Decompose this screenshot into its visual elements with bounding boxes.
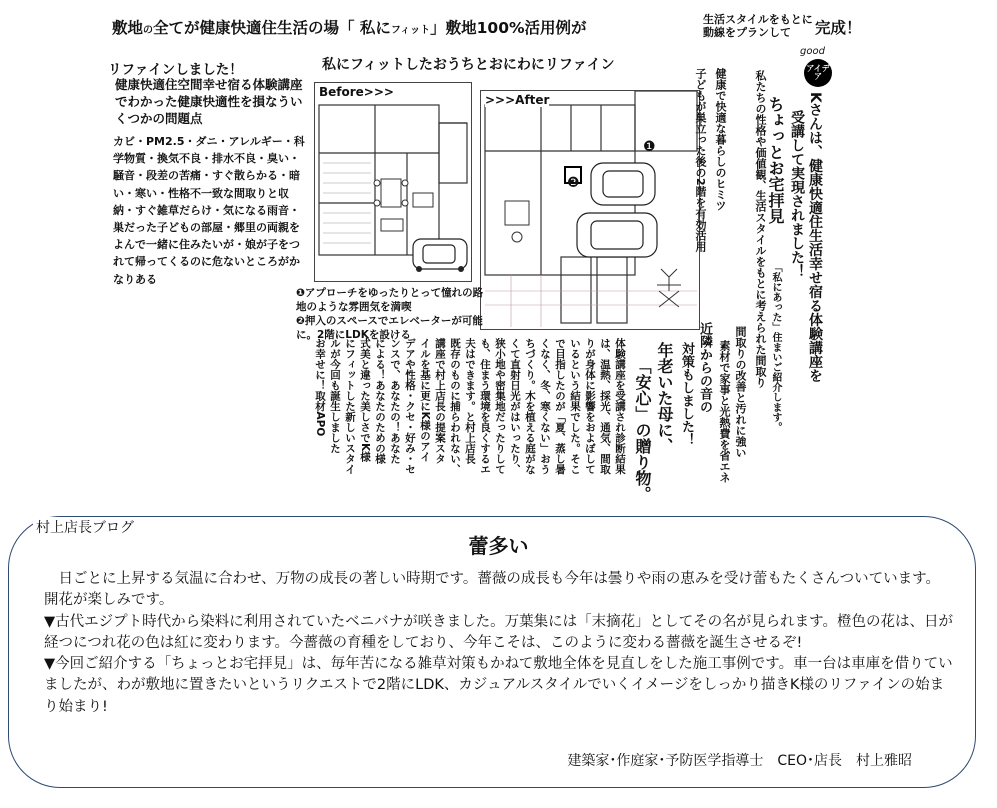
vertical-material: 素材で家事と光熱費を省エネ <box>718 340 731 483</box>
blog-paragraph-1: 日ごとに上昇する気温に合わせ、万物の成長の著しい時期です。薔薇の成長も今年は曇りや雨の恵みを受け蕾もたくさんついています。開花が楽しみです。 <box>44 571 940 609</box>
headline <box>112 16 587 38</box>
body-col-20: ルが今回も誕生しました <box>329 338 341 454</box>
body-col-9: 狭小地や密集地だったりして <box>494 338 506 475</box>
body-col-15: デアや性格・クセ・好み・セ <box>404 338 416 475</box>
vertical-noise: 近隣からの音の <box>697 322 712 413</box>
body-col-6: くなく、冬、寒くない」おう <box>539 338 551 475</box>
headline-small-line-2: 動線をプランして <box>703 26 791 39</box>
refine-body: カビ・PM2.5・ダニ・アレルギー・科学物質・換気不良・排水不良・臭い・騒音・段差の苦痛・すぐ散らかる・暗い・寒い・性格不一致な間取りと収納・すぐ雑草だらけ・気になる雨音・巣だった子どもの部屋・郷里の両親をよんで一緒に住みたいが・娘が子をつれて帰ってくるのに危ないところがかなりある <box>113 135 305 286</box>
body-col-10: も、住まう環境を良くするエ <box>479 338 491 475</box>
headline-part-1: 敷地 <box>112 19 144 37</box>
body-col-5: で目指したのが「夏、蒸し暑 <box>554 338 566 475</box>
vertical-gift: 「安心」の贈り物。 <box>633 358 652 502</box>
vertical-chotto-sub: 「私にあった」住まいご紹介します。 <box>770 262 781 432</box>
body-col-7: ちづくり。木を植える庭がな <box>524 338 536 475</box>
blog-paragraph-3: ▼今回ご紹介する「ちょっとお宅拝見」は、毎年苦になる雑草対策もかねて敷地全体を見直しをした施工事例です。車一台は車庫を借りていましたが、わが敷地に置きたいというリクエストで2階にLDK、カジュアルスタイルでいくイメージをしっかり描きK様のリファインの始まり始まり! <box>44 656 953 715</box>
blog-signature: 建築家･作庭家･予防医学指導士 CEO･店長 村上雅昭 <box>567 753 912 769</box>
after-label: >>>After <box>485 93 550 107</box>
vertical-kids: 子どもが巣立った後の2階を有効活用 <box>694 68 707 252</box>
body-col-21: お幸せに！取材APO <box>314 338 326 437</box>
vertical-style: 生活スタイルをもとに考えられた間取り <box>754 190 767 388</box>
before-floor-plan <box>314 82 472 282</box>
plan-note-2: ❷押入のスペースでエレベーターが可能に。2階にLDKを設ける <box>296 315 483 341</box>
blog-paragraph-2: ▼古代エジプト時代から染料に利用されていたベニバナが咲きました。万葉集には「末摘花」としてその名が見られます。橙色の花は、日が経つにつれ花の色は紅に変わります。今薔薇の育種をしており、今年こそは、このように変わる薔薇を誕生させるぞ! <box>44 613 953 651</box>
good-label: good <box>800 46 825 57</box>
body-col-1: 体験講座を受講され診断結果 <box>614 338 626 475</box>
body-col-16: ンスで、あなたの！あなた <box>389 338 401 464</box>
refine-title: リファインしました！ <box>108 62 243 78</box>
plan-note-1: ❶アプローチをゆったりとって憧れの路地のような雰囲気を満喫 <box>296 287 484 313</box>
before-label: Before>>> <box>319 85 394 99</box>
blog-title: 蕾多い <box>468 534 529 558</box>
body-col-3: りが身体に影響をおよぼして <box>584 338 596 475</box>
body-col-2: は、温熱、採光、通気、間取 <box>599 338 611 475</box>
headline-part-4: フィット <box>390 25 431 36</box>
headline-part-2: の <box>143 25 154 36</box>
before-plan-drawing <box>315 83 471 281</box>
blog-tag: 村上店長ブログ <box>33 517 137 537</box>
headline-part-3: 全てが健康快適住生活の場「 私に <box>153 19 391 37</box>
vertical-chotto: ちょっとお宅拝見 <box>766 96 785 224</box>
headline-end: 完成！ <box>815 19 862 37</box>
blog-body <box>44 569 954 718</box>
body-col-17: による！あなたのための様 <box>374 338 386 464</box>
vertical-mother: 年老いた母に、 <box>655 342 674 454</box>
plan-badge-1: ❶ <box>643 139 656 155</box>
body-col-18: 式美と違った美しさでK様 <box>359 338 371 462</box>
body-col-11: 夫はできます。と村上店長 <box>464 338 476 464</box>
vertical-lead-2: 受講して実現されました！ <box>789 110 805 278</box>
plan-title: 私にフィットしたおうちとおにわにリファイン <box>322 57 615 73</box>
body-col-13: 講座で村上店長の提案スタ <box>434 338 446 464</box>
body-col-4: いるという結果でした。そこ <box>569 338 581 475</box>
idea-badge: アイデア <box>804 59 832 87</box>
after-floor-plan <box>480 90 700 330</box>
headline-part-5: 」敷地100%活用例が <box>430 19 587 37</box>
body-col-19: にフィットした新しいスタイ <box>344 338 356 475</box>
vertical-values: 私たちの性格や価値観、 <box>754 70 767 191</box>
body-col-12: 既存のものに捕らわれない、 <box>449 338 461 475</box>
vertical-secret: 健康で快適な暮らしのヒミツ <box>714 68 727 211</box>
vertical-improve: 間取りの改善と汚れに強い <box>734 326 747 458</box>
vertical-noise-2: 対策もしました！ <box>679 342 694 446</box>
body-col-14: イルを基に更にK様のアイ <box>419 338 431 462</box>
body-col-8: くて直射日光がはいったり、 <box>509 338 521 475</box>
headline-small-line-1: 生活スタイルをもとに <box>703 13 813 26</box>
plan-badge-2: ❷ <box>567 175 580 191</box>
after-plan-drawing <box>481 91 699 329</box>
vertical-lead-1: Kさんは、健康快適住生活幸せ宿る体験講座を <box>807 92 823 383</box>
refine-subtitle: 健康快適住空間幸せ宿る体験講座でわかった健康快適性を損なういくつかの問題点 <box>115 77 303 126</box>
headline-small <box>703 13 813 39</box>
